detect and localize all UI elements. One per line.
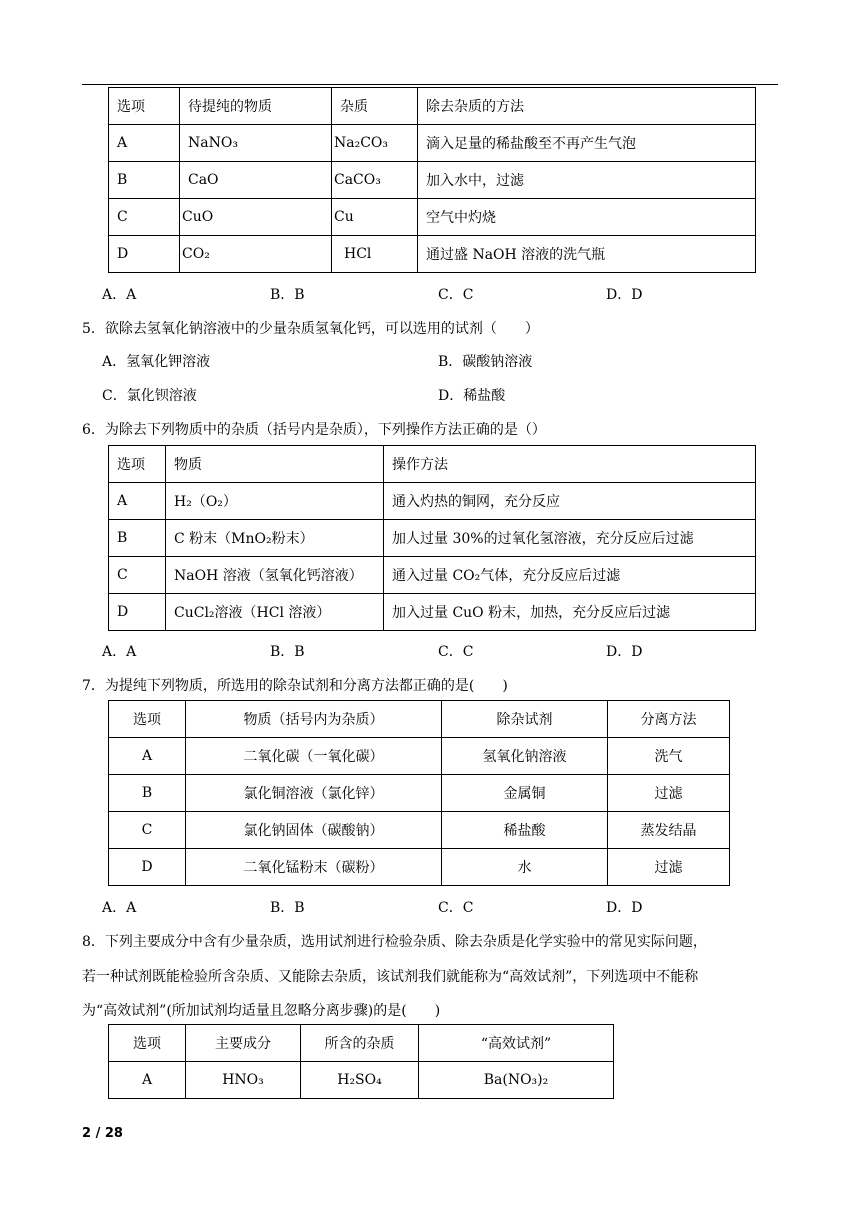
table-header-cell: 除杂试剂 xyxy=(442,701,608,738)
table-cell: CO₂ xyxy=(180,236,332,273)
option-d: D．D xyxy=(606,644,643,660)
option-d: D．D xyxy=(606,287,643,303)
table-header-cell: “高效试剂” xyxy=(419,1025,614,1062)
table-header-row xyxy=(109,88,756,125)
table-cell: D xyxy=(109,849,186,886)
table-cell: 滴入足量的稀盐酸至不再产生气泡 xyxy=(418,125,756,162)
option-c: C．C xyxy=(438,287,474,303)
q8-table xyxy=(108,1024,614,1099)
header-rule xyxy=(82,84,778,85)
table-cell: C xyxy=(109,557,166,594)
table-row xyxy=(109,775,730,812)
table-cell: 通入过量 CO₂气体，充分反应后过滤 xyxy=(384,557,756,594)
table-header-cell: 分离方法 xyxy=(608,701,730,738)
table-row xyxy=(109,1062,614,1099)
table-row xyxy=(109,738,730,775)
table-cell: 加入水中，过滤 xyxy=(418,162,756,199)
table-header-cell: 选项 xyxy=(109,446,166,483)
table-row xyxy=(109,557,756,594)
table-cell: 加入过量 CuO 粉末，加热，充分反应后过滤 xyxy=(384,594,756,631)
table-cell: A xyxy=(109,125,180,162)
table-header-cell: 杂质 xyxy=(332,88,418,125)
q5-stem: 5．欲除去氢氧化钠溶液中的少量杂质氢氧化钙，可以选用的试剂（ ） xyxy=(82,321,539,337)
table-header-row xyxy=(109,446,756,483)
table-cell: 加人过量 30%的过氧化氢溶液，充分反应后过滤 xyxy=(384,520,756,557)
table-cell: 水 xyxy=(442,849,608,886)
table-cell: 二氧化碳（一氧化碳） xyxy=(186,738,442,775)
option-b: B．B xyxy=(270,644,305,660)
table-cell: D xyxy=(109,236,180,273)
option-a: A．氢氧化钾溶液 xyxy=(102,354,211,370)
table-cell: 空气中灼烧 xyxy=(418,199,756,236)
table-cell: 过滤 xyxy=(608,849,730,886)
option-a: A．A xyxy=(102,644,137,660)
q8-stem-line-1: 8．下列主要成分中含有少量杂质，选用试剂进行检验杂质、除去杂质是化学实验中的常见实际问题， xyxy=(82,934,707,950)
table-cell: B xyxy=(109,520,166,557)
table-row xyxy=(109,236,756,273)
table-cell: 过滤 xyxy=(608,775,730,812)
table-cell: C xyxy=(109,199,180,236)
table-row xyxy=(109,594,756,631)
table-header-row xyxy=(109,701,730,738)
table-cell: 通入灼热的铜网，充分反应 xyxy=(384,483,756,520)
page-number: 2 / 28 xyxy=(82,1126,123,1141)
table-cell: 氯化铜溶液（氯化锌） xyxy=(186,775,442,812)
table-row xyxy=(109,162,756,199)
option-b: B．碳酸钠溶液 xyxy=(438,354,533,370)
option-b: B．B xyxy=(270,287,305,303)
q8-stem-line-3: 为“高效试剂”(所加试剂均适量且忽略分离步骤)的是( ) xyxy=(82,1003,441,1019)
table-cell: 蒸发结晶 xyxy=(608,812,730,849)
table-cell: A xyxy=(109,483,166,520)
q6-table xyxy=(108,445,756,631)
option-c: C．C xyxy=(438,644,474,660)
table-cell: 稀盐酸 xyxy=(442,812,608,849)
table-header-cell: 除去杂质的方法 xyxy=(418,88,756,125)
table-row xyxy=(109,483,756,520)
table-cell: 通过盛 NaOH 溶液的洗气瓶 xyxy=(418,236,756,273)
option-d: D．稀盐酸 xyxy=(438,388,506,404)
table-cell: Cu xyxy=(332,199,418,236)
table-cell: CaO xyxy=(180,162,332,199)
table-cell: A xyxy=(109,738,186,775)
table-cell: CuO xyxy=(180,199,332,236)
table-header-cell: 物质 xyxy=(166,446,384,483)
q7-stem: 7．为提纯下列物质，所选用的除杂试剂和分离方法都正确的是( ) xyxy=(82,678,508,694)
table-cell: A xyxy=(109,1062,186,1099)
table-header-cell: 选项 xyxy=(109,701,186,738)
table-cell: 氢氧化钠溶液 xyxy=(442,738,608,775)
table-cell: C xyxy=(109,812,186,849)
table-cell: B xyxy=(109,162,180,199)
table-cell: 二氧化锰粉末（碳粉） xyxy=(186,849,442,886)
table-cell: HCl xyxy=(332,236,418,273)
table-header-cell: 待提纯的物质 xyxy=(180,88,332,125)
option-c: C．C xyxy=(438,900,474,916)
table-cell: B xyxy=(109,775,186,812)
table-cell: HNO₃ xyxy=(186,1062,301,1099)
table-cell: Ba(NO₃)₂ xyxy=(419,1062,614,1099)
table-header-row xyxy=(109,1025,614,1062)
table-cell: H₂（O₂） xyxy=(166,483,384,520)
q4-table xyxy=(108,87,756,273)
table-header-cell: 所含的杂质 xyxy=(301,1025,419,1062)
table-header-cell: 主要成分 xyxy=(186,1025,301,1062)
table-cell: D xyxy=(109,594,166,631)
q8-stem-line-2: 若一种试剂既能检验所含杂质、又能除去杂质，该试剂我们就能称为“高效试剂”，下列选项中不能称 xyxy=(82,969,699,985)
table-cell: NaOH 溶液（氢氧化钙溶液） xyxy=(166,557,384,594)
table-cell: H₂SO₄ xyxy=(301,1062,419,1099)
table-row xyxy=(109,812,730,849)
q7-table xyxy=(108,700,730,886)
table-header-cell: 操作方法 xyxy=(384,446,756,483)
table-row xyxy=(109,520,756,557)
table-row xyxy=(109,849,730,886)
table-cell: 金属铜 xyxy=(442,775,608,812)
option-d: D．D xyxy=(606,900,643,916)
table-cell: NaNO₃ xyxy=(180,125,332,162)
option-c: C．氯化钡溶液 xyxy=(102,388,197,404)
table-cell: 洗气 xyxy=(608,738,730,775)
table-cell: 氯化钠固体（碳酸钠） xyxy=(186,812,442,849)
table-header-cell: 选项 xyxy=(109,1025,186,1062)
table-cell: CuCl₂溶液（HCl 溶液） xyxy=(166,594,384,631)
option-a: A．A xyxy=(102,900,137,916)
option-b: B．B xyxy=(270,900,305,916)
table-cell: C 粉末（MnO₂粉末） xyxy=(166,520,384,557)
table-header-cell: 物质（括号内为杂质） xyxy=(186,701,442,738)
table-row xyxy=(109,199,756,236)
option-a: A．A xyxy=(102,287,137,303)
table-cell: CaCO₃ xyxy=(332,162,418,199)
table-header-cell: 选项 xyxy=(109,88,180,125)
table-row xyxy=(109,125,756,162)
table-cell: Na₂CO₃ xyxy=(332,125,418,162)
q6-stem: 6．为除去下列物质中的杂质（括号内是杂质），下列操作方法正确的是（） xyxy=(82,422,546,438)
